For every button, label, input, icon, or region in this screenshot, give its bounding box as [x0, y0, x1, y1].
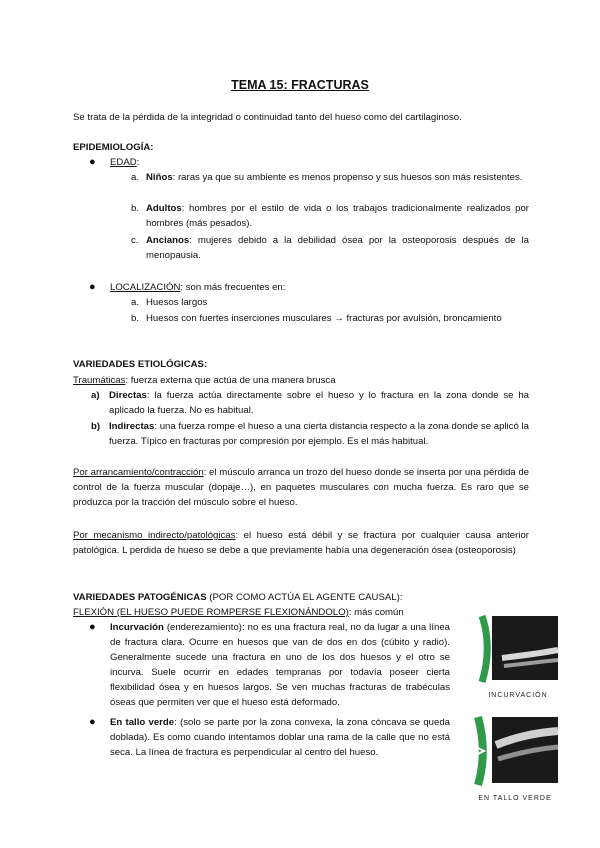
item-text: : (solo se parte por la zona convexa, la zona cóncava se queda doblada). Es como cuando intentamos doblar una rama de la calle que no está seca. La línea de fractura es perpendicular al centro del hueso.: [110, 717, 451, 758]
edad-bullet: ●: [89, 156, 96, 168]
list-marker: b): [91, 421, 101, 432]
edad-label-line: [110, 155, 139, 170]
list-marker: a.: [131, 297, 140, 308]
tallo-verde-figure: [468, 715, 558, 787]
figure-caption: EN TALLO VERDE: [478, 795, 552, 802]
tallo-verde-paragraph: [110, 715, 450, 760]
list-marker: a): [91, 390, 100, 401]
edad-adultos: [146, 201, 529, 231]
list-marker: b.: [131, 313, 140, 324]
item-text: (enderezamiento): no es una fractura real, no da lugar a una línea de fractura clara. Ocurre en huesos que van de dos en dos (cúbito y radio). Generalmente sucede una fractura en uno de los dos huesos y el otro se incurva. Suele ocurrir en edades tempranas por todavía poseer cierta flexibilidad ósea y en huesos largos. Se ven muchas fracturas de trabéculas óseas que permiten ver que el hueso está deformado.: [110, 622, 450, 708]
item-text: : raras ya que su ambiente es menos propenso y sus huesos son más resistentes.: [172, 172, 523, 183]
indirecto-label: Por mecanismo indirecto/patológicas: [73, 530, 236, 541]
epidemiologia-heading: EPIDEMIOLOGÍA:: [73, 142, 154, 153]
list-marker: a.: [131, 172, 140, 183]
list-marker: c.: [131, 235, 139, 246]
flexion-line: [73, 605, 404, 620]
item-term: Incurvación: [110, 622, 164, 633]
item-term: Ancianos: [146, 235, 190, 246]
traumaticas-label: Traumáticas: [73, 375, 126, 386]
patogenicas-heading-bold: VARIEDADES PATOGÉNICAS: [73, 592, 207, 603]
arrancamiento-text: : el músculo arranca un trozo del hueso donde se inserta por una pérdida de control de la fuerza muscular (dopaje…), en paquetes musculares con mucha fuerza. Es raro que se produzca por la tracción del músculo sobre el hueso.: [73, 467, 529, 508]
localizacion-bullet: ●: [89, 281, 96, 293]
localizacion-item: Huesos largos: [146, 297, 208, 308]
item-term: Directas: [109, 390, 147, 401]
intro-paragraph: Se trata de la pérdida de la integridad o continuidad tanto del hueso como del cartilaginoso.: [73, 112, 462, 123]
item-text: : una fuerza rompe el hueso a una cierta distancia respecto a la zona donde se aplicó la fuerza. Típico en fracturas por compresión por ejemplo. Es el más habitual.: [109, 421, 529, 447]
patogenicas-heading: [73, 590, 402, 605]
edad-colon: :: [136, 157, 140, 168]
edad-ninos: [146, 170, 529, 185]
traumaticas-text: : fuerza externa que actúa de una manera brusca: [125, 375, 336, 386]
edad-label: EDAD: [110, 157, 137, 168]
figure-caption: INCURVACIÓN: [488, 692, 548, 699]
localizacion-label: LOCALIZACIÓN: [110, 282, 181, 293]
patogenicas-heading-rest: (POR COMO ACTÚA EL AGENTE CAUSAL):: [206, 592, 403, 603]
item-term: En tallo verde: [110, 717, 175, 728]
localizacion-item: Huesos con fuertes inserciones musculares → fracturas por avulsión, broncamiento: [146, 313, 502, 324]
page-title: TEMA 15: FRACTURAS: [231, 78, 369, 92]
localizacion-line: [110, 280, 285, 295]
etiologicas-heading: VARIEDADES ETIOLÓGICAS:: [73, 359, 208, 370]
arrancamiento-label: Por arrancamiento/contracción: [73, 467, 204, 478]
incurvacion-bullet: ●: [89, 621, 96, 633]
item-text: : hombres por el estilo de vida o los trabajos tradicionalmente realizados por hombres (más pesados).: [146, 203, 529, 229]
xray-image: [492, 616, 558, 680]
item-text: : mujeres debido a la debilidad ósea por la osteoporosis después de la menopausia.: [146, 235, 529, 261]
indirecto-text: : el hueso está débil y se fractura por cualquier causa anterior patológica. L perdida de hueso se debe a que previamente había una degeneración ósea (osteoporosis): [73, 530, 529, 556]
item-term: Indirectas: [109, 421, 155, 432]
incurvacion-paragraph: [110, 620, 450, 710]
incurvacion-figure: [474, 614, 559, 684]
indirecto-paragraph: [73, 528, 529, 558]
item-text: : la fuerza actúa directamente sobre el hueso y lo fractura en la zona donde se ha aplicado la fuerza. No es habitual.: [109, 390, 529, 416]
localizacion-text: : son más frecuentes en:: [180, 282, 286, 293]
edad-ancianos: [146, 233, 529, 263]
flexion-text: : más común: [348, 607, 404, 618]
bent-bone-drawing: [482, 616, 487, 682]
flexion-label: FLEXIÓN (EL HUESO PUEDE ROMPERSE FLEXIONÁNDOLO): [73, 607, 349, 618]
item-term: Niños: [146, 172, 173, 183]
tallo-verde-bullet: ●: [89, 716, 96, 728]
item-term: Adultos: [146, 203, 182, 214]
list-marker: b.: [131, 203, 140, 214]
arrancamiento-paragraph: [73, 465, 529, 510]
traumaticas-directas: [109, 388, 529, 418]
traumaticas-indirectas: [109, 419, 529, 449]
traumaticas-line: [73, 373, 336, 388]
